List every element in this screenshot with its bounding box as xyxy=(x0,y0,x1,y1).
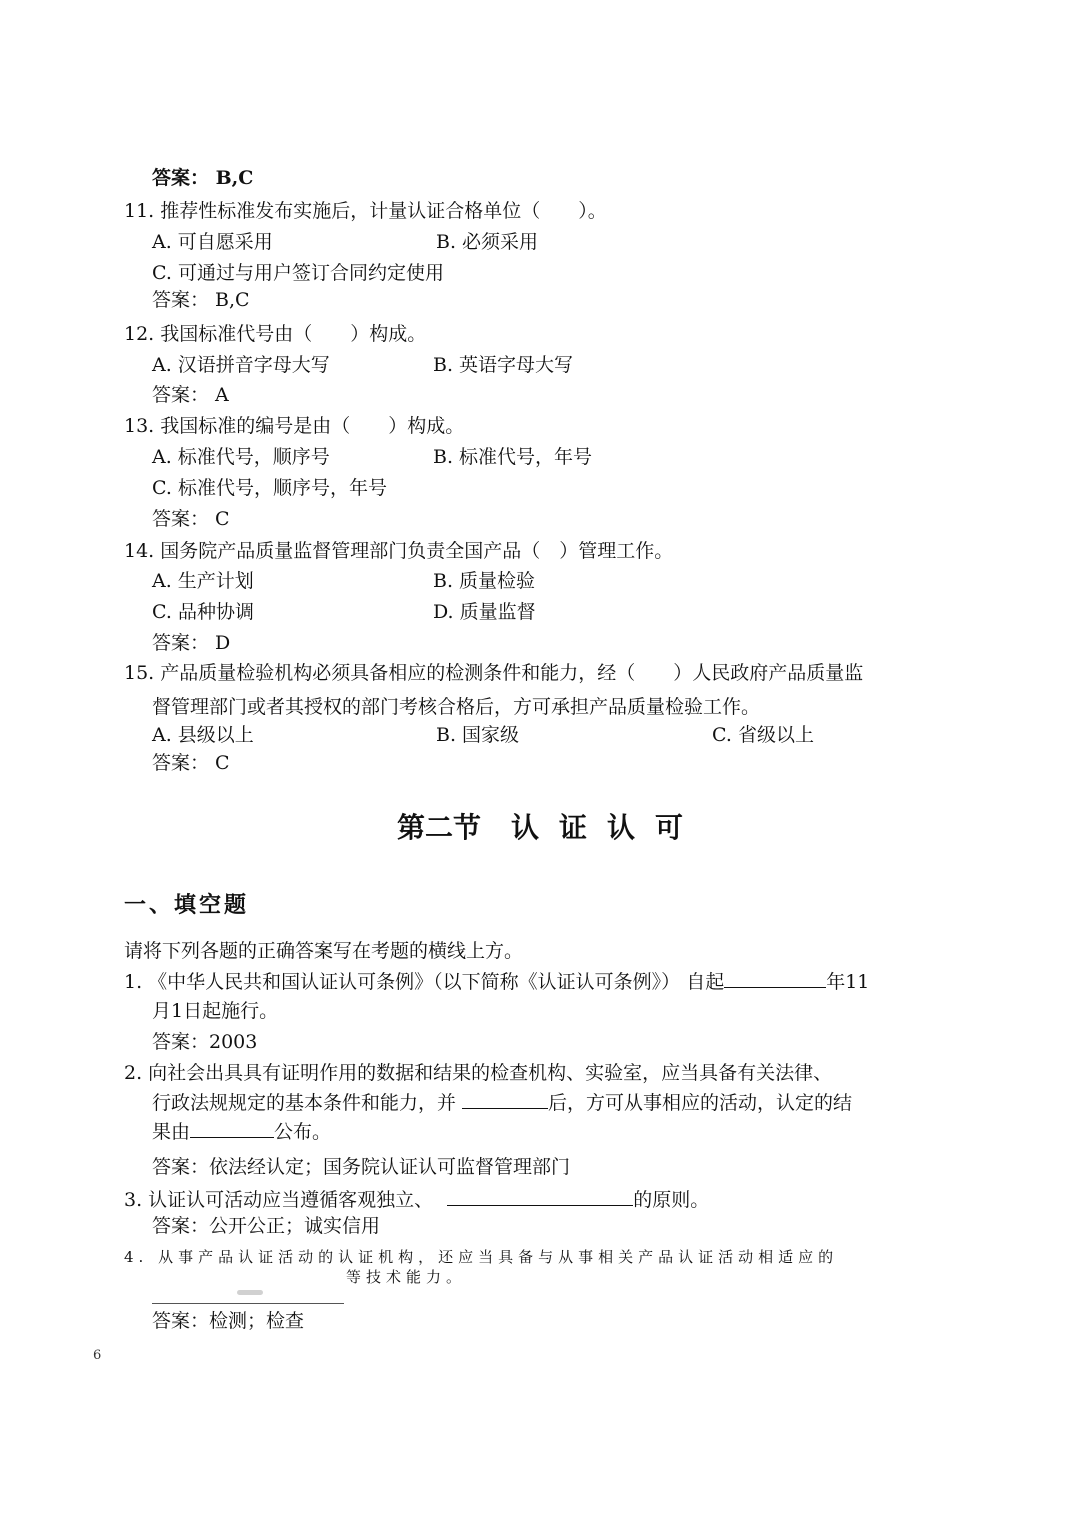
q12-option-a: A. 汉语拼音字母大写 xyxy=(152,354,330,376)
fill-q3-answer: 答案：公开公正；诚实信用 xyxy=(152,1215,381,1237)
q15-option-c: C. 省级以上 xyxy=(712,724,814,746)
section-title-char: 证 xyxy=(558,811,587,844)
q15-option-a: A. 县级以上 xyxy=(152,724,254,746)
fill-q1-answer: 答案：2003 xyxy=(152,1031,258,1053)
blank-line xyxy=(152,1303,344,1304)
question-13-stem: 13. 我国标准的编号是由（ ）构成。 xyxy=(124,415,465,437)
instruction-text: 请将下列各题的正确答案写在考题的横线上方。 xyxy=(124,940,524,962)
fill-q3-text: 3. 认证认可活动应当遵循客观独立、 xyxy=(124,1189,440,1211)
q11-option-c: C. 可通过与用户签订合同约定使用 xyxy=(152,262,444,284)
fill-question-1-line1 xyxy=(124,969,869,995)
section-title-number: 第二节 xyxy=(396,811,481,844)
question-14-stem: 14. 国务院产品质量监督管理部门负责全国产品（ ）管理工作。 xyxy=(124,540,674,562)
q14-option-b: B. 质量检验 xyxy=(433,570,536,592)
fill-question-2-line2 xyxy=(152,1090,852,1116)
fill-q1-text: 1. 《中华人民共和国认证认可条例》（以下简称《认证认可条例》） 自起 xyxy=(124,971,725,993)
section-title xyxy=(0,810,1080,846)
scan-smudge xyxy=(237,1290,263,1295)
section-title-char: 认 xyxy=(607,811,636,844)
fill-question-3-line1 xyxy=(124,1187,709,1213)
fill-q2-text: 行政法规规定的基本条件和能力，并 xyxy=(152,1092,463,1114)
q11-answer: 答案： B,C xyxy=(152,289,250,311)
fill-q4-answer: 答案：检测；检查 xyxy=(152,1310,305,1332)
q13-answer: 答案： C xyxy=(152,508,230,530)
fill-question-2-line1: 2. 向社会出具具有证明作用的数据和结果的检查机构、实验室，应当具备有关法律、 xyxy=(124,1062,833,1084)
fill-question-2-line3 xyxy=(152,1119,331,1145)
part-heading: 一、填空题 xyxy=(124,893,250,918)
q15-answer: 答案： C xyxy=(152,752,230,774)
fill-question-4-line1: 4. 从事产品认证活动的认证机构，还应当具备与从事相关产品认证活动相适应的 xyxy=(124,1248,839,1266)
question-12-stem: 12. 我国标准代号由（ ）构成。 xyxy=(124,323,427,345)
question-15-stem-line1: 15. 产品质量检验机构必须具备相应的检测条件和能力，经（ ）人民政府产品质量监 xyxy=(124,662,864,684)
q14-answer: 答案： D xyxy=(152,632,231,654)
q13-option-a: A. 标准代号，顺序号 xyxy=(152,446,330,468)
q13-option-c: C. 标准代号，顺序号，年号 xyxy=(152,477,387,499)
q14-option-a: A. 生产计划 xyxy=(152,570,254,592)
fill-question-4-line2: 等技术能力。 xyxy=(346,1268,467,1286)
fill-q2-answer: 答案：依法经认定；国务院认证认可监督管理部门 xyxy=(152,1156,571,1178)
answer-prev: 答案： B,C xyxy=(152,167,254,189)
q12-answer: 答案： A xyxy=(152,384,229,406)
q12-option-b: B. 英语字母大写 xyxy=(433,354,574,376)
q11-option-a: A. 可自愿采用 xyxy=(152,231,273,253)
fill-q3-text-end: 的原则。 xyxy=(633,1189,710,1211)
q14-option-c: C. 品种协调 xyxy=(152,601,254,623)
q14-option-d: D. 质量监督 xyxy=(433,601,536,623)
question-11-stem: 11. 推荐性标准发布实施后，计量认证合格单位（ ）。 xyxy=(124,200,607,222)
q15-option-b: B. 国家级 xyxy=(436,724,520,746)
section-title-char: 可 xyxy=(655,811,684,844)
blank-line xyxy=(447,1187,633,1206)
section-title-char: 认 xyxy=(510,811,539,844)
fill-q1-text-end: 年11 xyxy=(826,971,870,993)
blank-line xyxy=(190,1119,274,1138)
blank-line xyxy=(724,969,826,988)
fill-q2-text: 果由 xyxy=(152,1121,191,1143)
fill-q2-text-end: 后，方可从事相应的活动，认定的结 xyxy=(548,1092,853,1114)
fill-question-1-line2: 月1日起施行。 xyxy=(152,1000,279,1022)
q11-option-b: B. 必须采用 xyxy=(436,231,539,253)
q13-option-b: B. 标准代号，年号 xyxy=(433,446,593,468)
page-number: 6 xyxy=(93,1348,102,1363)
fill-q2-text-end: 公布。 xyxy=(274,1121,332,1143)
blank-line xyxy=(462,1090,548,1109)
question-15-stem-line2: 督管理部门或者其授权的部门考核合格后，方可承担产品质量检验工作。 xyxy=(152,696,761,718)
